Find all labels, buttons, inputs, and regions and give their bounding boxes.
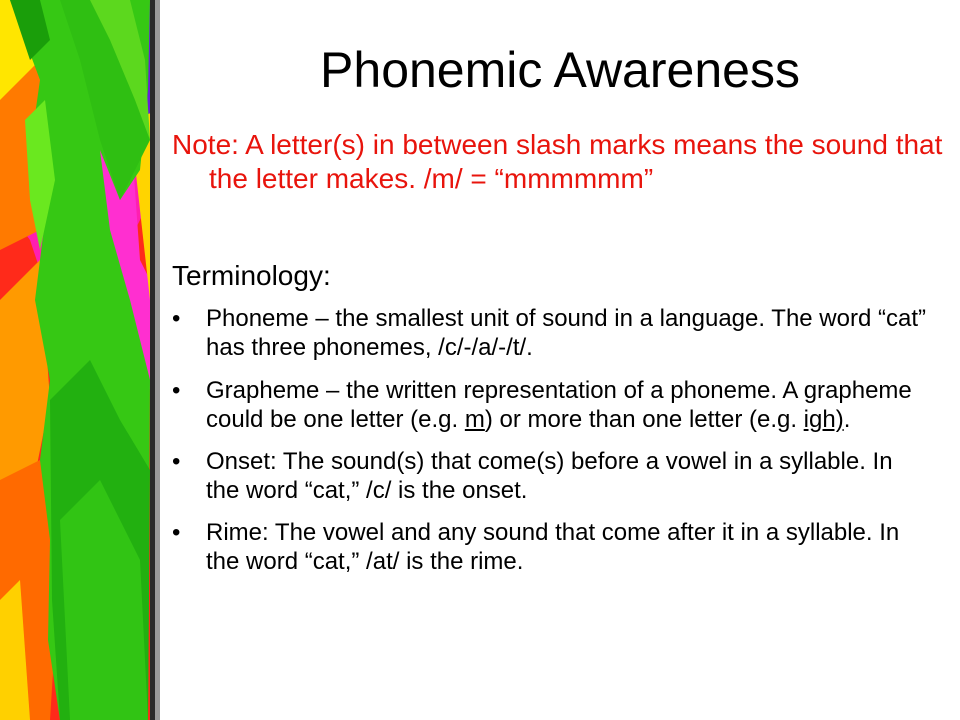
bullet-text: Rime: The vowel and any sound that come after it in a syllable. In the word “cat,” /at/ is the rime. [206,519,900,575]
terminology-list [172,304,932,576]
terminology-heading: Terminology: [172,260,331,291]
slide-title: Phonemic Awareness [320,42,800,98]
bullet-text-part: Grapheme – the written representation of a phoneme. A grapheme could be one letter (e.g. [206,377,912,433]
bullet-item-rime [172,518,932,576]
bullet-dot: • [172,305,181,332]
bullet-text: Onset: The sound(s) that come(s) before a vowel in a syllable. In the word “cat,” /c/ is the onset. [206,448,893,504]
note-text: Note: A letter(s) in between slash marks means the sound that the letter makes. /m/ = “mmmmmm” [172,129,943,194]
bullet-item-grapheme [172,376,932,434]
bullet-text: Phoneme – the smallest unit of sound in a language. The word “cat” has three phonemes, /c/-/a/-/t/. [206,305,926,361]
bullet-text-part: ) or more than one letter (e.g. [484,406,804,433]
bullet-item-phoneme [172,304,932,362]
decorative-side-art [0,0,160,720]
bullet-dot: • [172,519,181,546]
bullet-text-part: . [843,406,851,433]
bullet-dot: • [172,377,181,404]
bullet-item-onset [172,447,932,505]
underlined-example-igh: igh) [803,406,844,433]
underlined-example-m: m [464,406,485,433]
bullet-dot: • [172,448,181,475]
